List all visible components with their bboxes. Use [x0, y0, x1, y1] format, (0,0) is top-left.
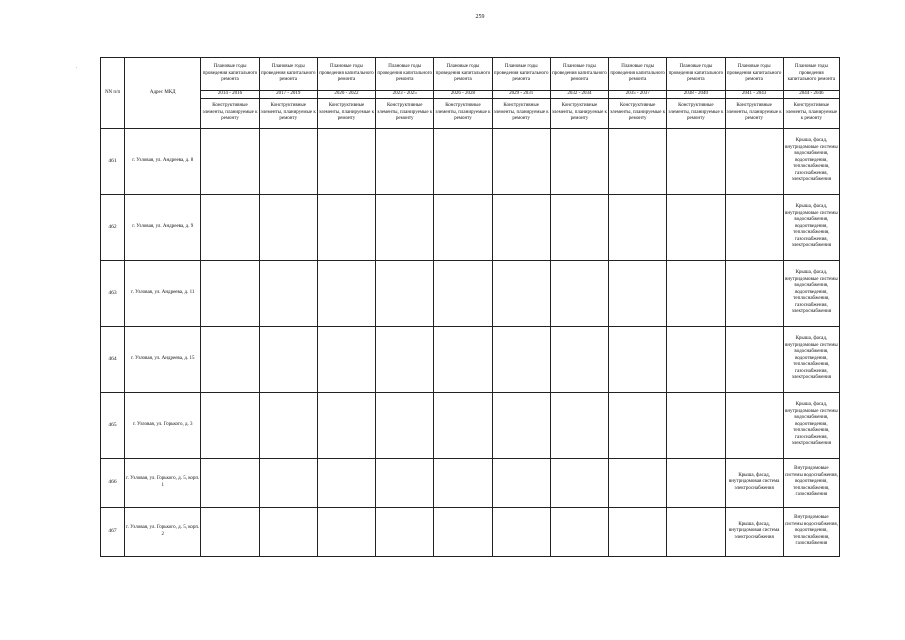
empty-cell — [492, 194, 550, 260]
empty-cell — [434, 326, 492, 392]
empty-cell — [667, 326, 725, 392]
header-element-label: Конструктивные элементы, планируемые к ремонту — [317, 98, 375, 128]
header-element-label: Конструктивные элементы, планируемые к ремонту — [550, 98, 608, 128]
header-element-label: Конструктивные элементы, планируемые к ремонту — [492, 98, 550, 128]
empty-cell — [376, 507, 434, 556]
empty-cell — [609, 194, 667, 260]
header-period: 2032 - 2034 — [550, 91, 608, 99]
header-period: 2029 - 2031 — [492, 91, 550, 99]
empty-cell — [492, 458, 550, 507]
elements-2041-2043 — [725, 128, 783, 194]
empty-cell — [492, 507, 550, 556]
empty-cell — [550, 392, 608, 458]
empty-cell — [550, 507, 608, 556]
empty-cell — [609, 507, 667, 556]
empty-cell — [492, 392, 550, 458]
empty-cell — [201, 458, 259, 507]
elements-2044-2046: Внутридомовые системы водоснабжения, водоотведения, теплоснабжения, газоснабжения — [783, 458, 839, 507]
empty-cell — [201, 128, 259, 194]
row-number: 463 — [101, 260, 125, 326]
empty-cell — [550, 194, 608, 260]
elements-2041-2043: Крыша, фасад, внутридомовая система электроснабжения — [725, 458, 783, 507]
header-period: 2041 - 2043 — [725, 91, 783, 99]
page-number: 259 — [475, 14, 485, 20]
empty-cell — [667, 260, 725, 326]
empty-cell — [259, 128, 317, 194]
row-address: г. Узловая, ул. Андреева, д. 9 — [125, 194, 201, 260]
header-period: 2044 - 2046 — [783, 91, 839, 99]
empty-cell — [434, 458, 492, 507]
empty-cell — [667, 194, 725, 260]
empty-cell — [609, 128, 667, 194]
row-number: 461 — [101, 128, 125, 194]
elements-2044-2046: Крыша, фасад, внутридомовые системы водоснабжения, водоотведения, теплоснабжения, газоснабжения, электроснабжения — [783, 128, 839, 194]
table-row — [101, 326, 840, 392]
empty-cell — [550, 128, 608, 194]
elements-2041-2043 — [725, 194, 783, 260]
empty-cell — [492, 260, 550, 326]
empty-cell — [376, 194, 434, 260]
table-row — [101, 128, 840, 194]
row-number: 467 — [101, 507, 125, 556]
empty-cell — [434, 260, 492, 326]
table-row — [101, 260, 840, 326]
empty-cell — [376, 326, 434, 392]
empty-cell — [201, 392, 259, 458]
header-plan-label: Плановые годы проведения капитального ремонта — [376, 58, 434, 91]
margin-mark: · — [76, 66, 78, 71]
empty-cell — [317, 458, 375, 507]
table-row — [101, 458, 840, 507]
row-address: г. Узловая, ул. Андреева, д. 15 — [125, 326, 201, 392]
header-num: NN п/п — [101, 58, 125, 129]
elements-2044-2046: Крыша, фасад, внутридомовые системы водоснабжения, водоотведения, теплоснабжения, газоснабжения, электроснабжения — [783, 326, 839, 392]
header-period: 2026 - 2028 — [434, 91, 492, 99]
empty-cell — [667, 507, 725, 556]
row-number: 466 — [101, 458, 125, 507]
empty-cell — [317, 128, 375, 194]
empty-cell — [434, 392, 492, 458]
header-address: Адрес МКД — [125, 58, 201, 129]
empty-cell — [376, 458, 434, 507]
row-address: г. Узловая, ул. Горького, д. 5, корп. 2 — [125, 507, 201, 556]
header-plan-label: Плановые годы проведения капитального ремонта — [667, 58, 725, 91]
header-element-label: Конструктивные элементы, планируемые к ремонту — [783, 98, 839, 128]
empty-cell — [434, 194, 492, 260]
empty-cell — [259, 507, 317, 556]
empty-cell — [492, 128, 550, 194]
header-element-label: Конструктивные элементы, планируемые к ремонту — [376, 98, 434, 128]
empty-cell — [259, 326, 317, 392]
empty-cell — [317, 194, 375, 260]
header-plan-label: Плановые годы проведения капитального ремонта — [783, 58, 839, 91]
empty-cell — [550, 326, 608, 392]
row-number: 465 — [101, 392, 125, 458]
elements-2044-2046: Крыша, фасад, внутридомовые системы водоснабжения, водоотведения, теплоснабжения, газоснабжения, электроснабжения — [783, 392, 839, 458]
empty-cell — [201, 260, 259, 326]
header-plan-label: Плановые годы проведения капитального ремонта — [725, 58, 783, 91]
header-element-label: Конструктивные элементы, планируемые к ремонту — [201, 98, 259, 128]
row-address: г. Узловая, ул. Андреева, д. 11 — [125, 260, 201, 326]
elements-2044-2046: Крыша, фасад, внутридомовые системы водоснабжения, водоотведения, теплоснабжения, газоснабжения, электроснабжения — [783, 194, 839, 260]
empty-cell — [550, 260, 608, 326]
empty-cell — [201, 507, 259, 556]
empty-cell — [609, 260, 667, 326]
header-period: 2017 - 2019 — [259, 91, 317, 99]
header-element-label: Конструктивные элементы, планируемые к ремонту — [259, 98, 317, 128]
row-number: 462 — [101, 194, 125, 260]
empty-cell — [376, 392, 434, 458]
elements-2041-2043 — [725, 326, 783, 392]
header-plan-label: Плановые годы проведения капитального ремонта — [259, 58, 317, 91]
header-element-label: Конструктивные элементы, планируемые к ремонту — [667, 98, 725, 128]
empty-cell — [434, 128, 492, 194]
header-plan-label: Плановые годы проведения капитального ремонта — [550, 58, 608, 91]
header-period: 2020 - 2022 — [317, 91, 375, 99]
header-element-label: Конструктивные элементы, планируемые к ремонту — [434, 98, 492, 128]
header-period: 2035 - 2037 — [609, 91, 667, 99]
empty-cell — [317, 392, 375, 458]
empty-cell — [317, 260, 375, 326]
table-row — [101, 194, 840, 260]
row-address: г. Узловая, ул. Андреева, д. 8 — [125, 128, 201, 194]
empty-cell — [492, 326, 550, 392]
empty-cell — [550, 458, 608, 507]
empty-cell — [667, 392, 725, 458]
empty-cell — [201, 326, 259, 392]
capital-repair-table — [100, 57, 840, 557]
empty-cell — [259, 194, 317, 260]
empty-cell — [259, 260, 317, 326]
empty-cell — [317, 326, 375, 392]
elements-2044-2046: Крыша, фасад, внутридомовые системы водоснабжения, водоотведения, теплоснабжения, газоснабжения, электроснабжения — [783, 260, 839, 326]
elements-2041-2043 — [725, 260, 783, 326]
row-address: г. Узловая, ул. Горького, д. 5, корп. 1 — [125, 458, 201, 507]
empty-cell — [201, 194, 259, 260]
table-row — [101, 507, 840, 556]
header-element-label: Конструктивные элементы, планируемые к ремонту — [609, 98, 667, 128]
empty-cell — [376, 260, 434, 326]
empty-cell — [376, 128, 434, 194]
row-address: г. Узловая, ул. Горького, д. 3 — [125, 392, 201, 458]
header-period: 2014 - 2016 — [201, 91, 259, 99]
elements-2041-2043: Крыша, фасад, внутридомовая система электроснабжения — [725, 507, 783, 556]
empty-cell — [434, 507, 492, 556]
table-row — [101, 392, 840, 458]
header-plan-label: Плановые годы проведения капитального ремонта — [492, 58, 550, 91]
header-plan-label: Плановые годы проведения капитального ремонта — [201, 58, 259, 91]
empty-cell — [667, 458, 725, 507]
empty-cell — [667, 128, 725, 194]
header-period: 2038 - 2040 — [667, 91, 725, 99]
empty-cell — [609, 326, 667, 392]
header-period: 2023 - 2025 — [376, 91, 434, 99]
elements-2041-2043 — [725, 392, 783, 458]
header-plan-label: Плановые годы проведения капитального ремонта — [434, 58, 492, 91]
header-element-label: Конструктивные элементы, планируемые к ремонту — [725, 98, 783, 128]
header-plan-label: Плановые годы проведения капитального ремонта — [317, 58, 375, 91]
row-number: 464 — [101, 326, 125, 392]
empty-cell — [259, 392, 317, 458]
elements-2044-2046: Внутридомовые системы водоснабжения, водоотведения, теплоснабжения, газоснабжения — [783, 507, 839, 556]
header-plan-label: Плановые годы проведения капитального ремонта — [609, 58, 667, 91]
empty-cell — [609, 392, 667, 458]
empty-cell — [317, 507, 375, 556]
empty-cell — [609, 458, 667, 507]
empty-cell — [259, 458, 317, 507]
